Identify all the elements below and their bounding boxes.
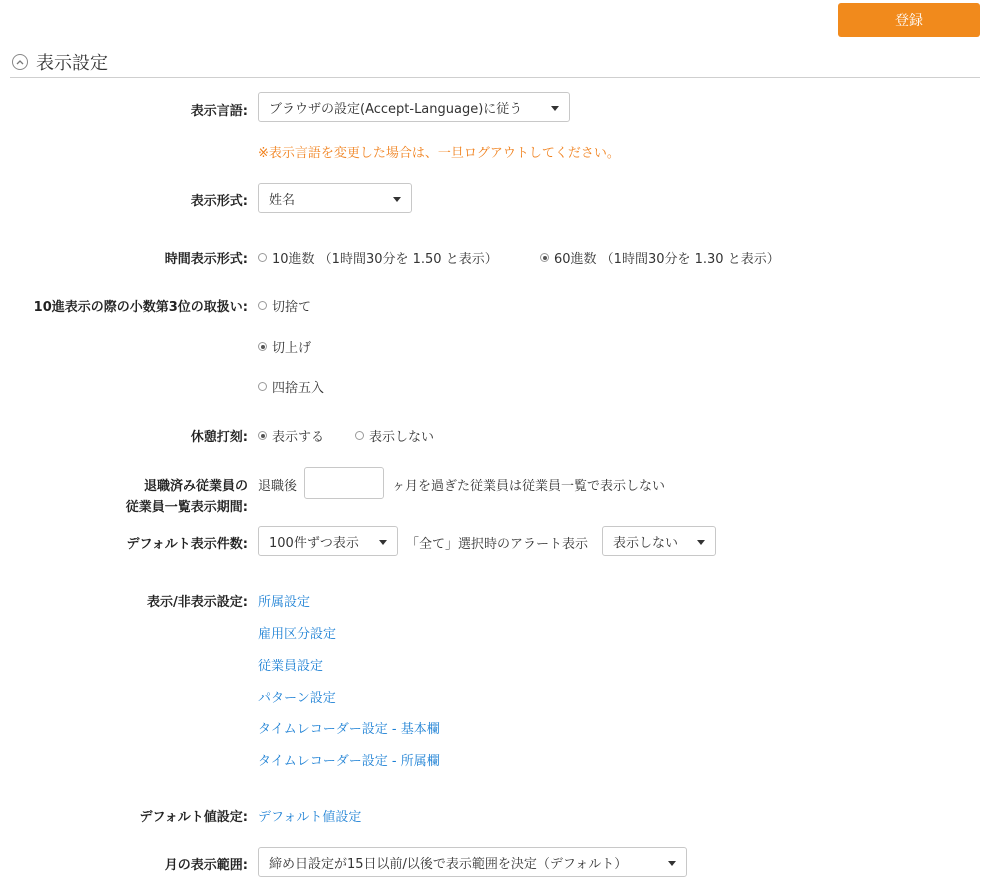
alert-select[interactable] — [602, 526, 716, 556]
display-format-value: 姓名 — [269, 192, 296, 208]
link-pattern-settings[interactable]: パターン設定 — [258, 691, 336, 706]
default-count-label: デフォルト表示件数: — [126, 537, 248, 552]
language-label: 表示言語: — [190, 104, 248, 119]
rounding-option-round[interactable]: 四捨五入 — [258, 377, 324, 396]
time-format-option-decimal[interactable]: 10進数 （1時間30分を 1.50 と表示） — [258, 248, 498, 267]
chevron-up-circle-icon[interactable] — [12, 54, 28, 70]
link-timerecorder-affiliation[interactable]: タイムレコーダー設定 - 所属欄 — [258, 754, 440, 769]
break-stamp-option-show[interactable]: 表示する — [258, 426, 324, 445]
month-range-value: 締め日設定が15日以前/以後で表示範囲を決定（デフォルト） — [269, 856, 628, 872]
radio-button[interactable] — [258, 431, 267, 440]
month-range-select[interactable] — [258, 847, 687, 877]
register-button[interactable]: 登録 — [838, 3, 980, 37]
time-format-option-sexagesimal[interactable]: 60進数 （1時間30分を 1.30 と表示） — [540, 248, 780, 267]
chevron-down-icon — [551, 106, 559, 111]
chevron-down-icon — [668, 861, 676, 866]
display-format-select[interactable] — [258, 183, 412, 213]
radio-button[interactable] — [258, 301, 267, 310]
retired-suffix: ヶ月を過ぎた従業員は従業員一覧で表示しない — [392, 479, 666, 494]
retired-prefix: 退職後 — [258, 479, 298, 494]
radio-button[interactable] — [540, 253, 549, 262]
default-count-select[interactable] — [258, 526, 398, 556]
section-header — [10, 47, 980, 78]
language-select[interactable] — [258, 92, 570, 122]
radio-button[interactable] — [258, 342, 267, 351]
rounding-label: 10進表示の際の小数第3位の取扱い: — [33, 300, 248, 315]
link-employee-settings[interactable]: 従業員設定 — [258, 659, 324, 674]
retired-label-line2: 従業員一覧表示期間: — [125, 500, 248, 515]
chevron-down-icon — [697, 540, 705, 545]
link-default-values[interactable]: デフォルト値設定 — [258, 810, 362, 825]
section-title: 表示設定 — [36, 53, 108, 74]
display-format-label: 表示形式: — [190, 194, 248, 209]
radio-button[interactable] — [355, 431, 364, 440]
visibility-label: 表示/非表示設定: — [147, 595, 248, 610]
radio-button[interactable] — [258, 253, 267, 262]
default-count-value: 100件ずつ表示 — [269, 535, 359, 551]
retired-months-input[interactable] — [304, 467, 384, 499]
language-select-value: ブラウザの設定(Accept-Language)に従う — [269, 101, 523, 117]
chevron-down-icon — [379, 540, 387, 545]
default-values-label: デフォルト値設定: — [139, 810, 248, 825]
month-range-label: 月の表示範囲: — [164, 858, 248, 873]
break-stamp-option-hide[interactable]: 表示しない — [355, 426, 434, 445]
break-stamp-label: 休憩打刻: — [190, 430, 248, 445]
link-affiliation-settings[interactable]: 所属設定 — [258, 595, 311, 610]
retired-label-line1: 退職済み従業員の — [143, 479, 248, 494]
radio-button[interactable] — [258, 382, 267, 391]
rounding-option-ceil[interactable]: 切上げ — [258, 337, 311, 356]
time-format-label: 時間表示形式: — [164, 252, 248, 267]
rounding-option-floor[interactable]: 切捨て — [258, 296, 311, 315]
language-warning: ※表示言語を変更した場合は、一旦ログアウトしてください。 — [258, 146, 620, 161]
chevron-down-icon — [393, 197, 401, 202]
alert-select-value: 表示しない — [613, 535, 679, 551]
link-timerecorder-basic[interactable]: タイムレコーダー設定 - 基本欄 — [258, 722, 440, 737]
link-employment-type-settings[interactable]: 雇用区分設定 — [258, 627, 337, 642]
alert-label: 「全て」選択時のアラート表示 — [406, 537, 589, 552]
